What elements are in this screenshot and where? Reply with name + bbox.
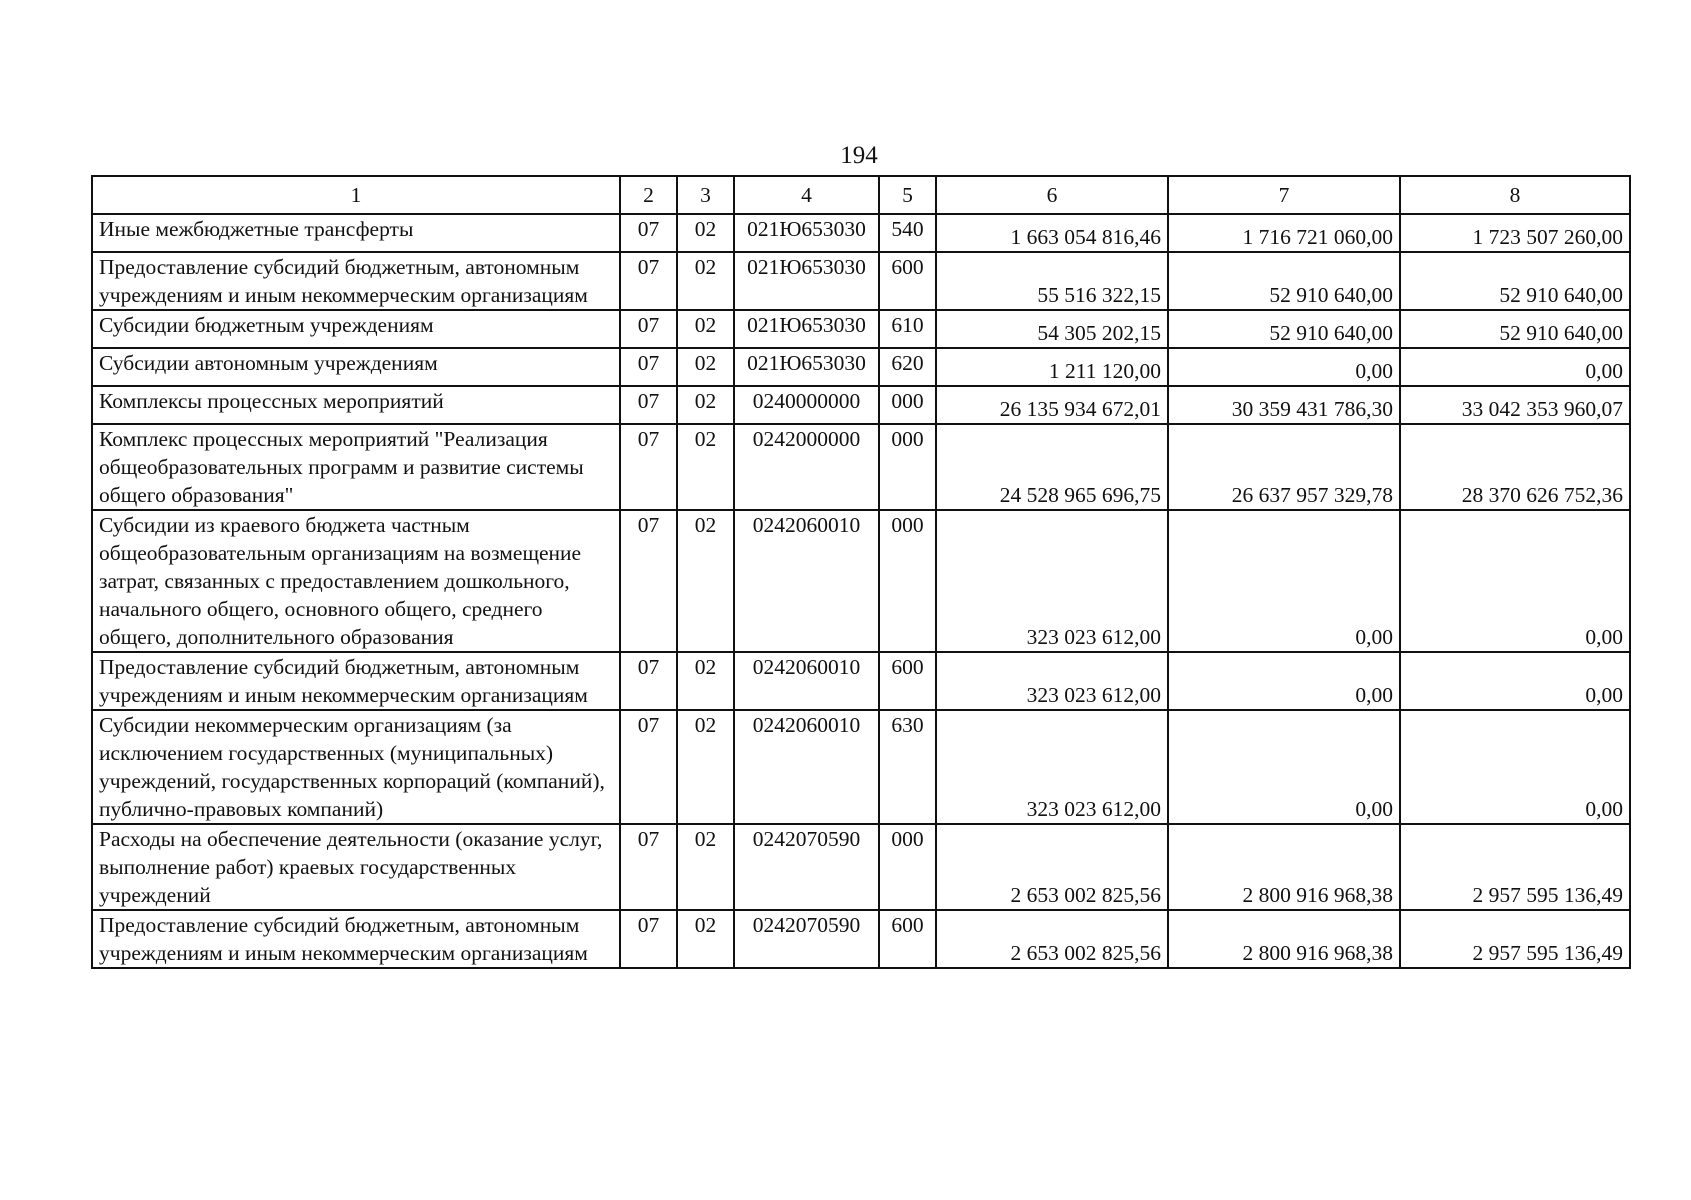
amount-col-8: 0,00	[1400, 510, 1630, 652]
row-name: Субсидии бюджетным учреждениям	[92, 310, 620, 348]
amount-col-8: 33 042 353 960,07	[1400, 386, 1630, 424]
amount-col-6: 2 653 002 825,56	[936, 824, 1168, 910]
amount-col-7: 0,00	[1168, 652, 1400, 710]
subsection-code: 02	[677, 386, 734, 424]
row-name: Предоставление субсидий бюджетным, автономным учреждениям и иным некоммерческим организациям	[92, 652, 620, 710]
section-code: 07	[620, 910, 677, 968]
expense-type-code: 600	[879, 652, 936, 710]
table-row	[92, 652, 1630, 710]
row-name: Расходы на обеспечение деятельности (оказание услуг, выполнение работ) краевых государственных учреждений	[92, 824, 620, 910]
section-code: 07	[620, 348, 677, 386]
target-article-code: 021Ю653030	[734, 252, 879, 310]
section-code: 07	[620, 386, 677, 424]
header-cell-7: 7	[1168, 176, 1400, 214]
subsection-code: 02	[677, 348, 734, 386]
target-article-code: 0242060010	[734, 652, 879, 710]
target-article-code: 0242060010	[734, 510, 879, 652]
page-number: 194	[840, 142, 878, 169]
subsection-code: 02	[677, 652, 734, 710]
amount-col-6: 55 516 322,15	[936, 252, 1168, 310]
row-name: Предоставление субсидий бюджетным, автономным учреждениям и иным некоммерческим организациям	[92, 910, 620, 968]
target-article-code: 0242060010	[734, 710, 879, 824]
expense-type-code: 000	[879, 424, 936, 510]
section-code: 07	[620, 510, 677, 652]
target-article-code: 0242070590	[734, 910, 879, 968]
budget-table	[91, 175, 1631, 969]
header-row	[92, 176, 1630, 214]
section-code: 07	[620, 824, 677, 910]
section-code: 07	[620, 252, 677, 310]
header-cell-5: 5	[879, 176, 936, 214]
row-name: Субсидии автономным учреждениям	[92, 348, 620, 386]
expense-type-code: 540	[879, 214, 936, 252]
amount-col-8: 0,00	[1400, 348, 1630, 386]
header-cell-4: 4	[734, 176, 879, 214]
section-code: 07	[620, 710, 677, 824]
amount-col-8: 52 910 640,00	[1400, 310, 1630, 348]
amount-col-7: 0,00	[1168, 510, 1400, 652]
subsection-code: 02	[677, 310, 734, 348]
section-code: 07	[620, 424, 677, 510]
amount-col-6: 2 653 002 825,56	[936, 910, 1168, 968]
row-name: Иные межбюджетные трансферты	[92, 214, 620, 252]
amount-col-6: 323 023 612,00	[936, 710, 1168, 824]
table-row	[92, 910, 1630, 968]
amount-col-7: 0,00	[1168, 710, 1400, 824]
table-row	[92, 386, 1630, 424]
amount-col-8: 52 910 640,00	[1400, 252, 1630, 310]
row-name: Предоставление субсидий бюджетным, автономным учреждениям и иным некоммерческим организациям	[92, 252, 620, 310]
amount-col-7: 1 716 721 060,00	[1168, 214, 1400, 252]
table-row	[92, 424, 1630, 510]
header-cell-2: 2	[620, 176, 677, 214]
amount-col-8: 0,00	[1400, 652, 1630, 710]
amount-col-8: 28 370 626 752,36	[1400, 424, 1630, 510]
table-row	[92, 824, 1630, 910]
section-code: 07	[620, 310, 677, 348]
section-code: 07	[620, 214, 677, 252]
amount-col-8: 0,00	[1400, 710, 1630, 824]
table-row	[92, 310, 1630, 348]
amount-col-6: 1 663 054 816,46	[936, 214, 1168, 252]
header-cell-1: 1	[92, 176, 620, 214]
amount-col-7: 30 359 431 786,30	[1168, 386, 1400, 424]
table-row	[92, 348, 1630, 386]
subsection-code: 02	[677, 424, 734, 510]
expense-type-code: 000	[879, 824, 936, 910]
header-cell-8: 8	[1400, 176, 1630, 214]
amount-col-8: 1 723 507 260,00	[1400, 214, 1630, 252]
table-row	[92, 214, 1630, 252]
amount-col-7: 0,00	[1168, 348, 1400, 386]
expense-type-code: 000	[879, 510, 936, 652]
amount-col-6: 323 023 612,00	[936, 652, 1168, 710]
expense-type-code: 630	[879, 710, 936, 824]
amount-col-6: 323 023 612,00	[936, 510, 1168, 652]
amount-col-8: 2 957 595 136,49	[1400, 824, 1630, 910]
amount-col-6: 26 135 934 672,01	[936, 386, 1168, 424]
amount-col-6: 24 528 965 696,75	[936, 424, 1168, 510]
row-name: Субсидии из краевого бюджета частным общеобразовательным организациям на возмещение затрат, связанных с предоставлением дошкольного, начального общего, основного общего, среднего общего, дополнительного образования	[92, 510, 620, 652]
target-article-code: 0240000000	[734, 386, 879, 424]
table-row	[92, 252, 1630, 310]
amount-col-7: 52 910 640,00	[1168, 310, 1400, 348]
subsection-code: 02	[677, 252, 734, 310]
subsection-code: 02	[677, 824, 734, 910]
target-article-code: 0242000000	[734, 424, 879, 510]
expense-type-code: 600	[879, 910, 936, 968]
subsection-code: 02	[677, 910, 734, 968]
header-cell-3: 3	[677, 176, 734, 214]
subsection-code: 02	[677, 214, 734, 252]
amount-col-6: 1 211 120,00	[936, 348, 1168, 386]
subsection-code: 02	[677, 510, 734, 652]
amount-col-7: 2 800 916 968,38	[1168, 910, 1400, 968]
section-code: 07	[620, 652, 677, 710]
table-row	[92, 510, 1630, 652]
amount-col-8: 2 957 595 136,49	[1400, 910, 1630, 968]
target-article-code: 021Ю653030	[734, 214, 879, 252]
row-name: Комплекс процессных мероприятий "Реализация общеобразовательных программ и развитие системы общего образования"	[92, 424, 620, 510]
target-article-code: 021Ю653030	[734, 310, 879, 348]
amount-col-7: 2 800 916 968,38	[1168, 824, 1400, 910]
amount-col-7: 52 910 640,00	[1168, 252, 1400, 310]
target-article-code: 021Ю653030	[734, 348, 879, 386]
target-article-code: 0242070590	[734, 824, 879, 910]
subsection-code: 02	[677, 710, 734, 824]
amount-col-7: 26 637 957 329,78	[1168, 424, 1400, 510]
expense-type-code: 610	[879, 310, 936, 348]
header-cell-6: 6	[936, 176, 1168, 214]
row-name: Комплексы процессных мероприятий	[92, 386, 620, 424]
expense-type-code: 000	[879, 386, 936, 424]
expense-type-code: 620	[879, 348, 936, 386]
row-name: Субсидии некоммерческим организациям (за исключением государственных (муниципальных) учреждений, государственных корпораций (компаний), публично-правовых компаний)	[92, 710, 620, 824]
expense-type-code: 600	[879, 252, 936, 310]
amount-col-6: 54 305 202,15	[936, 310, 1168, 348]
table-row	[92, 710, 1630, 824]
